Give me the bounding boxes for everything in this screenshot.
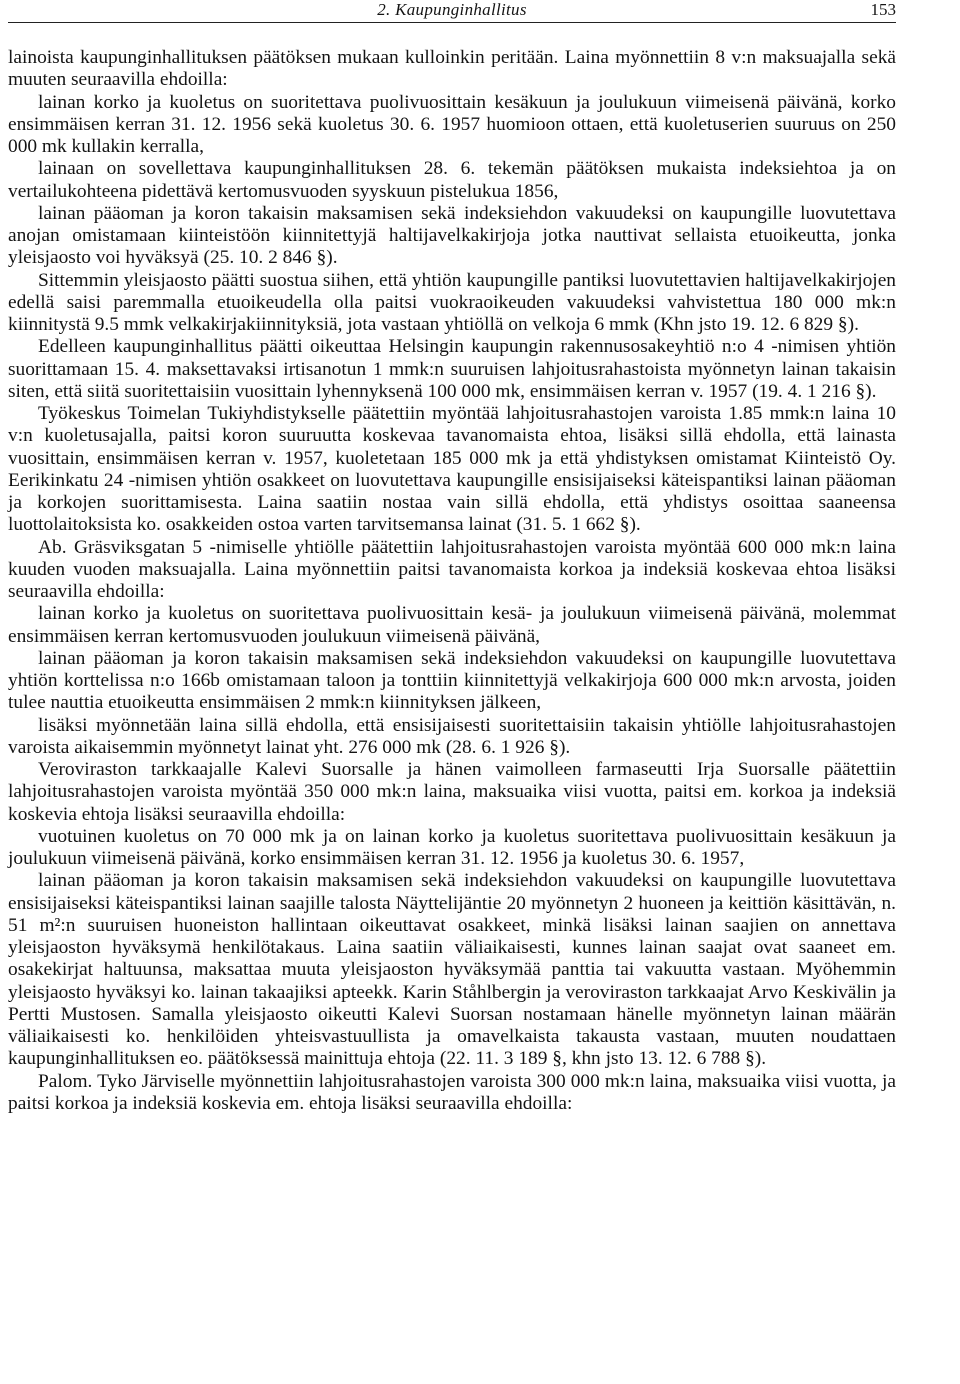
paragraph: Edelleen kaupunginhallitus päätti oikeuttaa Helsingin kaupungin rakennusosakeyhtiö n:o 4 -nimisen yhtiön suorittamaan 15. 4. maksettavaksi irtisanotun 1 mmk:n suuruisen lahjoitusrahastoista myönnetyn lainan takaisin siten, että siitä suoritettaisiin vuosittain lyhennyksenä 100 000 mk, ensimmäisen kerran v. 1957 (19. 4. 1 216 §).: [8, 336, 896, 402]
running-title: 2. Kaupunginhallitus: [377, 0, 527, 19]
paragraph: vuotuinen kuoletus on 70 000 mk ja on lainan korko ja kuoletus suoritettava puolivuosittain kesäkuun ja joulukuun viimeisenä päivänä, korko ensimmäisen kerran 31. 12. 1956 ja kuoletus 30. 6. 1957,: [8, 825, 896, 869]
paragraph: Palom. Tyko Järviselle myönnettiin lahjoitusrahastojen varoista 300 000 mk:n laina, maksuaika viisi vuotta, ja paitsi korkoa ja indeksiä koskevia em. ehtoja lisäksi seuraavilla ehdoilla:: [8, 1070, 896, 1114]
paragraph: lainan pääoman ja koron takaisin maksamisen sekä indeksiehdon vakuudeksi on kaupungille luovutettava ensisijaiseksi käteispantiksi lainan saajille talosta Näyttelijäntie 20 myönnetyn 2 huoneen ja keittiön käsittävän, n. 51 m²:n suuruisen huoneiston hallintaan oikeuttavat osakkeet, minkä lisäksi lainan saajien on annettava yleisjaoston hyväksymä henkilötakaus. Laina saatiin väliaikaisesti, kunnes lainan saajat ovat saaneet em. osakekirjat haltuunsa, maksattaa muuta yleisjaoston hyväksymää panttia tai vakuutta vastaan. Myöhemmin yleisjaosto hyväksyi ko. lainan takaajiksi apteekk. Karin Ståhlbergin ja veroviraston tarkkaajat Arvo Keskivälin ja Pertti Mustosen. Samalla yleisjaosto oikeutti Kalevi Suorsan nostamaan hänelle myönnetyn lainan määrän väliaikaisesti ko. henkilöiden yhteisvastuullista ja omavelkaista takausta vastaan, muuten noudattaen kaupunginhallituksen eo. päätöksessä mainittuja ehtoja (22. 11. 3 189 §, khn jsto 13. 12. 6 788 §).: [8, 870, 896, 1070]
document-page: [8, 0, 896, 1115]
paragraph: Veroviraston tarkkaajalle Kalevi Suorsalle ja hänen vaimolleen farmaseutti Irja Suorsalle päätettiin lahjoitusrahastojen varoista myöntää 350 000 mk:n laina, maksuaika viisi vuotta, paitsi em. korkoa ja indeksiä koskevia ehtoja lisäksi seuraavilla ehdoilla:: [8, 759, 896, 825]
paragraph: lisäksi myönnetään laina sillä ehdolla, että ensisijaisesti suoritettaisiin takaisin yhtiölle lahjoitusrahastojen varoista aikaisemmin myönnetyt lainat yht. 276 000 mk (28. 6. 1 926 §).: [8, 714, 896, 758]
paragraph: lainan korko ja kuoletus on suoritettava puolivuosittain kesä- ja joulukuun viimeisenä päivänä, molemmat ensimmäisen kerran kertomusvuoden joulukuun viimeisenä päivänä,: [8, 603, 896, 647]
paragraph: lainan pääoman ja koron takaisin maksamisen sekä indeksiehdon vakuudeksi on kaupungille luovutettava anojan omistamaan kiinteistöön kiinnitettyjä haltijavelkakirjoja jotka nauttivat sellaista etuoikeutta, jonka yleisjaosto voi hyväksyä (25. 10. 2 846 §).: [8, 202, 896, 269]
paragraph: Sittemmin yleisjaosto päätti suostua siihen, että yhtiön kaupungille pantiksi luovutettavien haltijavelkakirjojen edellä saisi paremmalla etuoikeudella olla paitsi vuokraoikeuden vakuudeksi vahvistettua 180 000 mk:n kiinnitystä 9.5 mmk velkakirjakiinnityksiä, jota vastaan yhtiöllä on velkoja 6 mmk (Khn jsto 19. 12. 6 829 §).: [8, 269, 896, 335]
paragraph: Ab. Gräsviksgatan 5 -nimiselle yhtiölle päätettiin lahjoitusrahastojen varoista myöntää 600 000 mk:n laina kuuden vuoden maksuajalla. Laina myönnettiin paitsi tavanomaista korkoa ja indeksiä koskevaa ehtoa lisäksi seuraavilla ehdoilla:: [8, 536, 896, 602]
body-text: [8, 47, 896, 1115]
paragraph: lainan pääoman ja koron takaisin maksamisen sekä indeksiehdon vakuudeksi on kaupungille luovutettava yhtiön korttelissa n:o 166b omistamaan taloon ja tonttiin kiinnitettyjä velkakirjoja 600 000 mk:n arvosta, joiden tulee nauttia etuoikeutta ensimmäisen 2 mmk:n kiinnityksen jälkeen,: [8, 647, 896, 714]
page-number: 153: [870, 0, 896, 19]
paragraph: lainan korko ja kuoletus on suoritettava puolivuosittain kesäkuun ja joulukuun viimeisenä päivänä, korko ensimmäisen kerran 31. 12. 1956 sekä kuoletus 30. 6. 1957 huomioon ottaen, että kuoletuserien suuruus on 250 000 mk kullakin kerralla,: [8, 91, 896, 157]
paragraph: Työkeskus Toimelan Tukiyhdistykselle päätettiin myöntää lahjoitusrahastojen varoista 1.85 mmk:n laina 10 v:n kuoletusajalla, paitsi koron suuruutta koskevaa tavanomaista ehtoa, lisäksi sillä ehdolla, että lainasta vuosittain, ensimmäisen kerran v. 1957, kuoletetaan 185 000 mk ja että yhdistyksen omistamat Kiinteistö Oy. Eerikinkatu 24 -nimisen yhtiön osakkeet on luovutettava kaupungille ensisijaiseksi käteispantiksi lainan pääoman ja korkojen suorittamisesta. Laina saatiin nostaa vain sillä ehdolla, että yhdistys osoittaa saaneensa luottolaitoksista ko. osakkeiden ostoa varten tarvitsemansa lainat (31. 5. 1 662 §).: [8, 403, 896, 536]
paragraph: lainoista kaupunginhallituksen päätöksen mukaan kulloinkin peritään. Laina myönnettiin 8 v:n maksuajalla sekä muuten seuraavilla ehdoilla:: [8, 47, 896, 91]
running-header: [8, 0, 896, 23]
paragraph: lainaan on sovellettava kaupunginhallituksen 28. 6. tekemän päätöksen mukaista indeksiehtoa ja on vertailukohteena pidettävä kertomusvuoden syyskuun pistelukua 1856,: [8, 158, 896, 202]
